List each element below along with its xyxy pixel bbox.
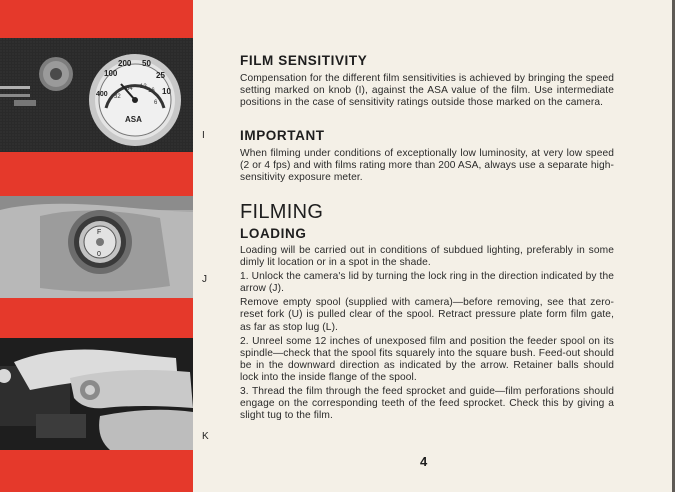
section-filming (240, 201, 614, 422)
dial-number: 10 (162, 87, 171, 96)
loading-step-2: 2. Unreel some 12 inches of unexposed film and position the feeder spool on its spindle—check that the spool fits squarely into the square bush. Feed-out should be in the downward direction as indicated by the arrow. Retainer balls should lock into the inside flange of the spool. (240, 335, 614, 383)
photo-loading-film (0, 338, 193, 450)
dial-number: 32 (114, 94, 121, 100)
film-sensitivity-body: Compensation for the different film sensitivities is achieved by bringing the speed setting marked on knob (I), against the ASA value of the film. Use intermediate positions in the case of sensitivity ratings outside those marked on the camera. (240, 73, 614, 109)
knob-letter: 0 (97, 251, 101, 258)
photo-strip (0, 0, 193, 492)
dial-number: 12 (140, 84, 147, 90)
photo-asa-dial (0, 38, 193, 152)
dial-number: 6 (154, 100, 158, 106)
loading-step-1: 1. Unlock the camera's lid by turning the lock ring in the direction indicated by the arrow (J). (240, 271, 614, 295)
page-number: 4 (420, 454, 428, 469)
dial-number: 400 (96, 91, 108, 98)
dial-number: 25 (156, 71, 165, 80)
dial-number: 200 (118, 59, 132, 68)
knob-letter: F (97, 229, 102, 236)
important-heading: IMPORTANT (240, 128, 325, 143)
photo-lock-ring (0, 196, 193, 298)
filming-title: FILMING (240, 201, 324, 223)
loading-step-1b: Remove empty spool (supplied with camera)—before removing, see that zero-reset fork (U) is pulled clear of the spool. Retract pressure plate form film gate, as far as stop lug (L). (240, 297, 614, 333)
dial-number: 16 (148, 88, 155, 94)
section-film-sensitivity (240, 53, 614, 109)
figure-marker-i: I (202, 130, 205, 141)
dial-number: 50 (142, 59, 151, 68)
section-important (240, 128, 614, 184)
loading-step-3: 3. Thread the film through the feed sprocket and guide—film perforations should engage on the corresponding teeth of the feed sprocket. Check this by giving a slight tug to the film. (240, 386, 614, 422)
dial-asa-label: ASA (125, 115, 142, 124)
loading-intro: Loading will be carried out in conditions of subdued lighting, preferably in some dimly lit location or in a spot in the shade. (240, 245, 614, 269)
film-sensitivity-heading: FILM SENSITIVITY (240, 53, 368, 68)
important-body: When filming under conditions of exceptionally low luminosity, at very low speed (2 or 4 fps) and with films rating more than 200 ASA, always use a separate high-sensitivity exposure meter. (240, 148, 614, 184)
figure-marker-j: J (202, 274, 207, 285)
figure-marker-k: K (202, 431, 209, 442)
dial-number: 64 (126, 86, 133, 92)
dial-number: 100 (104, 69, 118, 78)
loading-heading: LOADING (240, 226, 307, 241)
